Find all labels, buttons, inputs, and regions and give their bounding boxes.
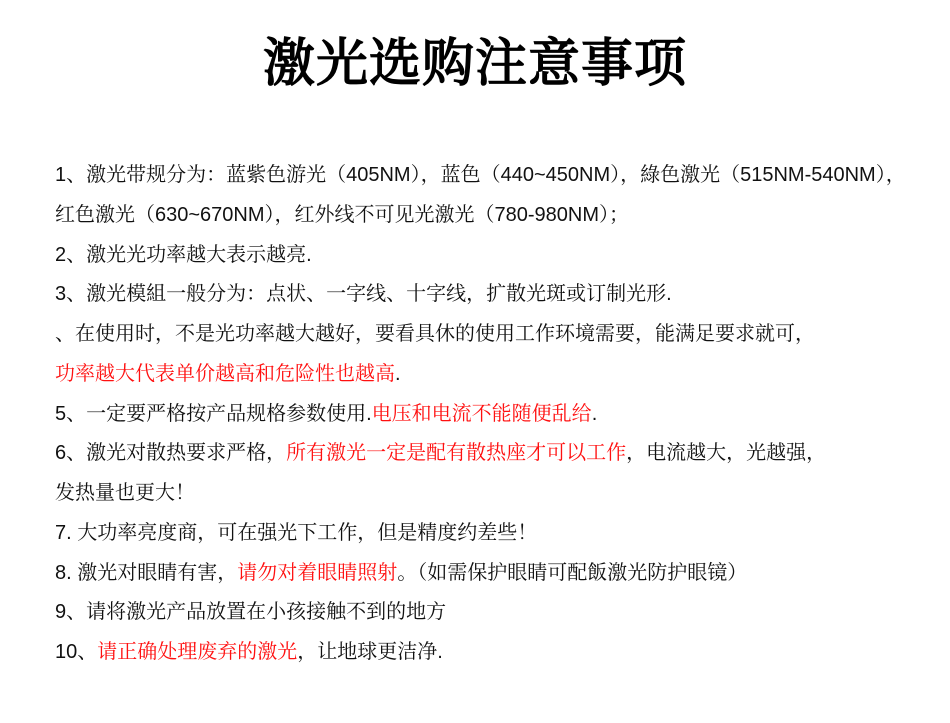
notes-list <box>55 156 935 673</box>
note-text: . <box>591 402 598 425</box>
note-text: 8. 激光对眼睛有害， <box>55 561 238 584</box>
note-highlight-text: 功率越大代表单价越高和危险性也越高 <box>55 362 395 385</box>
note-highlight-text: 所有激光一定是配有散热座才可以工作 <box>286 442 627 465</box>
page-title: 激光选购注意事项 <box>262 35 687 93</box>
note-line-12 <box>55 593 935 633</box>
note-line-8 <box>55 434 935 474</box>
note-highlight-text: 请正确处理废弃的激光 <box>97 641 298 663</box>
note-text: 7. 大功率亮度商，可在强光下工作，但是精度约差些！ <box>55 521 538 544</box>
note-text: 10、 <box>55 641 98 663</box>
note-line-10 <box>55 514 935 554</box>
note-text: . <box>395 362 401 385</box>
note-highlight-text: 请勿对着眼睛照射 <box>237 561 398 584</box>
note-text: ，电流越大，光越强， <box>626 442 827 465</box>
note-highlight-text: 电压和电流不能随便乱给 <box>371 402 592 425</box>
note-text: 3、激光模組一般分为：点状、一字线、十字线，扩散光斑或订制光形. <box>55 283 672 306</box>
note-line-7 <box>55 395 935 435</box>
note-line-2 <box>55 196 935 236</box>
note-line-11 <box>55 554 935 594</box>
note-text: 2、激光光功率越大表示越亮. <box>55 243 312 266</box>
note-text: 。（如需保护眼睛可配飯激光防护眼镜） <box>397 561 748 584</box>
note-line-3 <box>55 236 935 276</box>
note-text: 5、一定要严格按产品规格参数使用. <box>55 402 372 425</box>
note-text: 红色激光（630~670NM），红外线不可见光激光（780-980NM）； <box>55 203 630 226</box>
note-line-4 <box>55 275 935 315</box>
note-line-5 <box>55 315 935 355</box>
note-line-1 <box>55 156 935 196</box>
note-line-6 <box>55 355 935 395</box>
note-text: ，让地球更洁净. <box>297 641 443 663</box>
note-text: 6、激光对散热要求严格， <box>55 442 287 465</box>
note-text: 1、激光带规分为：蓝紫色游光（405NM），蓝色（440~450NM），綠色激光（515NM-540NM）， <box>55 164 906 186</box>
note-text: 、在使用时，不是光功率越大越好，要看具休的使用工作环境需要，能满足要求就可， <box>55 323 815 345</box>
note-text: 9、请将激光产品放置在小孩接触不到的地方 <box>55 601 447 624</box>
note-line-9 <box>55 474 935 514</box>
note-text: 发热量也更大！ <box>55 482 195 504</box>
note-line-13 <box>55 633 935 673</box>
